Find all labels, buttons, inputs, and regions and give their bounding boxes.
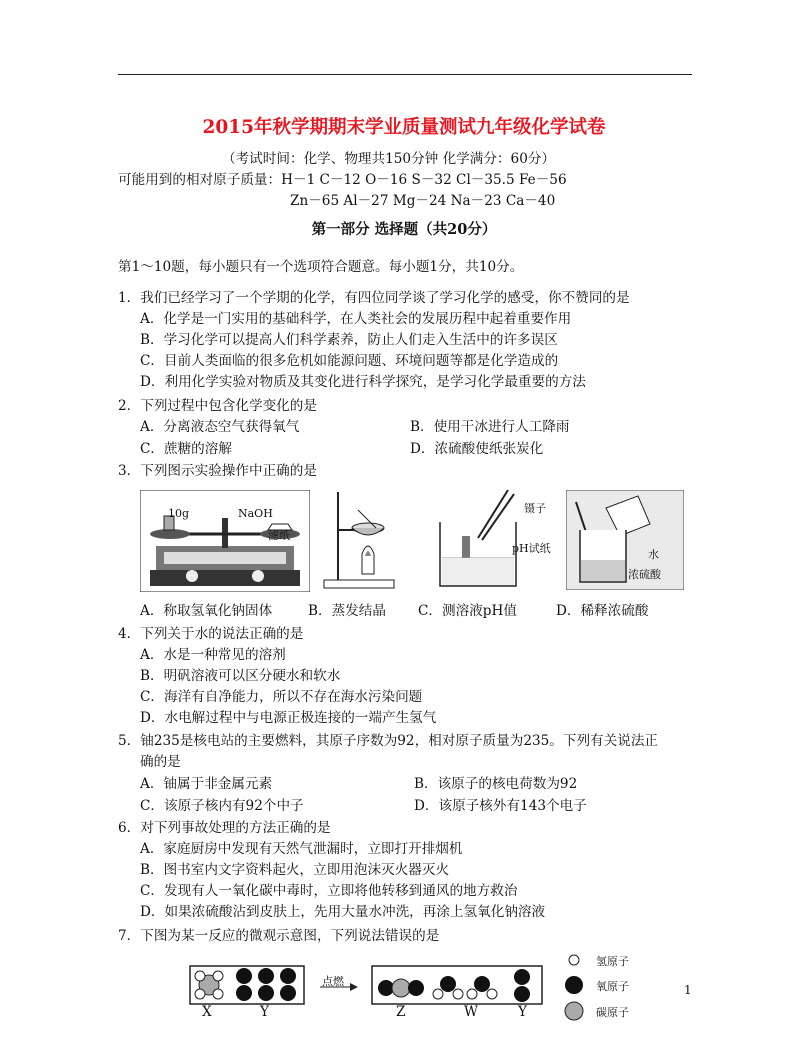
question-3-stem: 3．下列图示实验操作中正确的是 [118, 463, 317, 479]
question-7-stem: 7．下图为某一反应的微观示意图，下列说法错误的是 [118, 928, 440, 944]
question-6-option-d: D．如果浓硫酸沾到皮肤上，先用大量水冲洗，再涂上氢氧化钠溶液 [140, 904, 546, 920]
question-2-option-d: D．浓硫酸使纸张炭化 [410, 441, 544, 457]
figure-label-ph-paper: pH试纸 [512, 542, 551, 555]
evaporation-figure [318, 488, 398, 592]
question-5-option-c: C．该原子核内有92个中子 [140, 798, 304, 814]
section-title: 第一部分 选择题（共20分） [311, 221, 497, 238]
legend-carbon: 碳原子 [596, 1006, 629, 1019]
question-1-option-c: C．目前人类面临的很多危机如能源问题、环境问题等都是化学造成的 [140, 353, 559, 369]
question-6-option-a: A．家庭厨房中发现有天然气泄漏时，立即打开排烟机 [140, 841, 463, 857]
figure-label-water: 水 [648, 548, 659, 561]
reaction-label-y: Y [260, 1004, 269, 1020]
figure-label-filter-paper: 滤纸 [268, 529, 290, 542]
legend-hydrogen: 氢原子 [596, 955, 629, 968]
question-5-stem: 5．铀235是核电站的主要燃料，其原子序数为92，相对原子质量为235。下列有关说法正 [118, 733, 659, 749]
question-5-stem-cont: 确的是 [140, 754, 181, 770]
reaction-label-y2: Y [518, 1004, 527, 1020]
figure-label-weight: 10g [168, 507, 190, 520]
page-number: 1 [684, 983, 692, 997]
legend-oxygen: 氧原子 [596, 980, 629, 993]
question-5-option-d: D．该原子核外有143个电子 [414, 798, 587, 814]
question-1-option-b: B．学习化学可以提高人们科学素养，防止人们走入生活中的许多误区 [140, 332, 558, 348]
question-4-option-a: A．水是一种常见的溶剂 [140, 647, 286, 663]
question-1-stem: 1．我们已经学习了一个学期的化学，有四位同学谈了学习化学的感受，你不赞同的是 [118, 290, 630, 306]
question-6-option-c: C．发现有人一氧化碳中毒时，立即将他转移到通风的地方救治 [140, 883, 518, 899]
question-3-option-c: C．测溶液pH值 [418, 603, 517, 619]
section-instruction: 第1～10题，每小题只有一个选项符合题意。每小题1分，共10分。 [118, 259, 524, 275]
exam-title: 2015年秋学期期末学业质量测试九年级化学试卷 [202, 117, 606, 138]
reaction-label-z: Z [396, 1004, 406, 1020]
figure-label-acid: 浓硫酸 [628, 568, 661, 581]
atom-legend-symbols [560, 950, 590, 1022]
reaction-label-w: W [464, 1004, 478, 1020]
question-2-option-a: A．分离液态空气获得氧气 [140, 419, 300, 435]
question-2-option-b: B．使用干冰进行人工降雨 [410, 419, 570, 435]
reaction-label-x: X [202, 1004, 212, 1020]
exam-info: （考试时间：化学、物理共150分钟 化学满分：60分） [222, 151, 556, 167]
question-4-option-b: B．明矾溶液可以区分硬水和软水 [140, 668, 341, 684]
question-4-option-c: C．海洋有自净能力，所以不存在海水污染问题 [140, 689, 423, 705]
question-6-option-b: B．图书室内文字资料起火，立即用泡沫灭火器灭火 [140, 862, 450, 878]
reaction-diagram [186, 950, 546, 1010]
reaction-arrow-label: 点燃 [322, 975, 344, 988]
question-4-stem: 4．下列关于水的说法正确的是 [118, 626, 304, 642]
atomic-mass-line-1: 可能用到的相对原子质量：H－1 C－12 O－16 S－32 Cl－35.5 Fe－56 [118, 172, 567, 188]
question-3-option-b: B．蒸发结晶 [308, 603, 386, 619]
question-4-option-d: D．水电解过程中与电源正极连接的一端产生氢气 [140, 710, 437, 726]
question-3-option-a: A．称取氢氧化钠固体 [140, 603, 273, 619]
question-3-option-d: D．稀释浓硫酸 [556, 603, 649, 619]
figure-label-naoh: NaOH [238, 507, 273, 520]
atomic-mass-line-2: Zn－65 Al－27 Mg－24 Na－23 Ca－40 [290, 193, 556, 209]
question-1-option-a: A．化学是一门实用的基础科学，在人类社会的发展历程中起着重要作用 [140, 311, 572, 327]
figure-label-tweezers: 镊子 [524, 502, 546, 515]
header-rule [118, 74, 692, 75]
dilution-figure [566, 490, 684, 590]
question-6-stem: 6．对下列事故处理的方法正确的是 [118, 820, 331, 836]
question-5-option-a: A．铀属于非金属元素 [140, 776, 273, 792]
question-5-option-b: B．该原子的核电荷数为92 [414, 776, 578, 792]
question-2-stem: 2．下列过程中包含化学变化的是 [118, 398, 317, 414]
question-2-option-c: C．蔗糖的溶解 [140, 441, 232, 457]
question-1-option-d: D．利用化学实验对物质及其变化进行科学探究，是学习化学最重要的方法 [140, 374, 586, 390]
